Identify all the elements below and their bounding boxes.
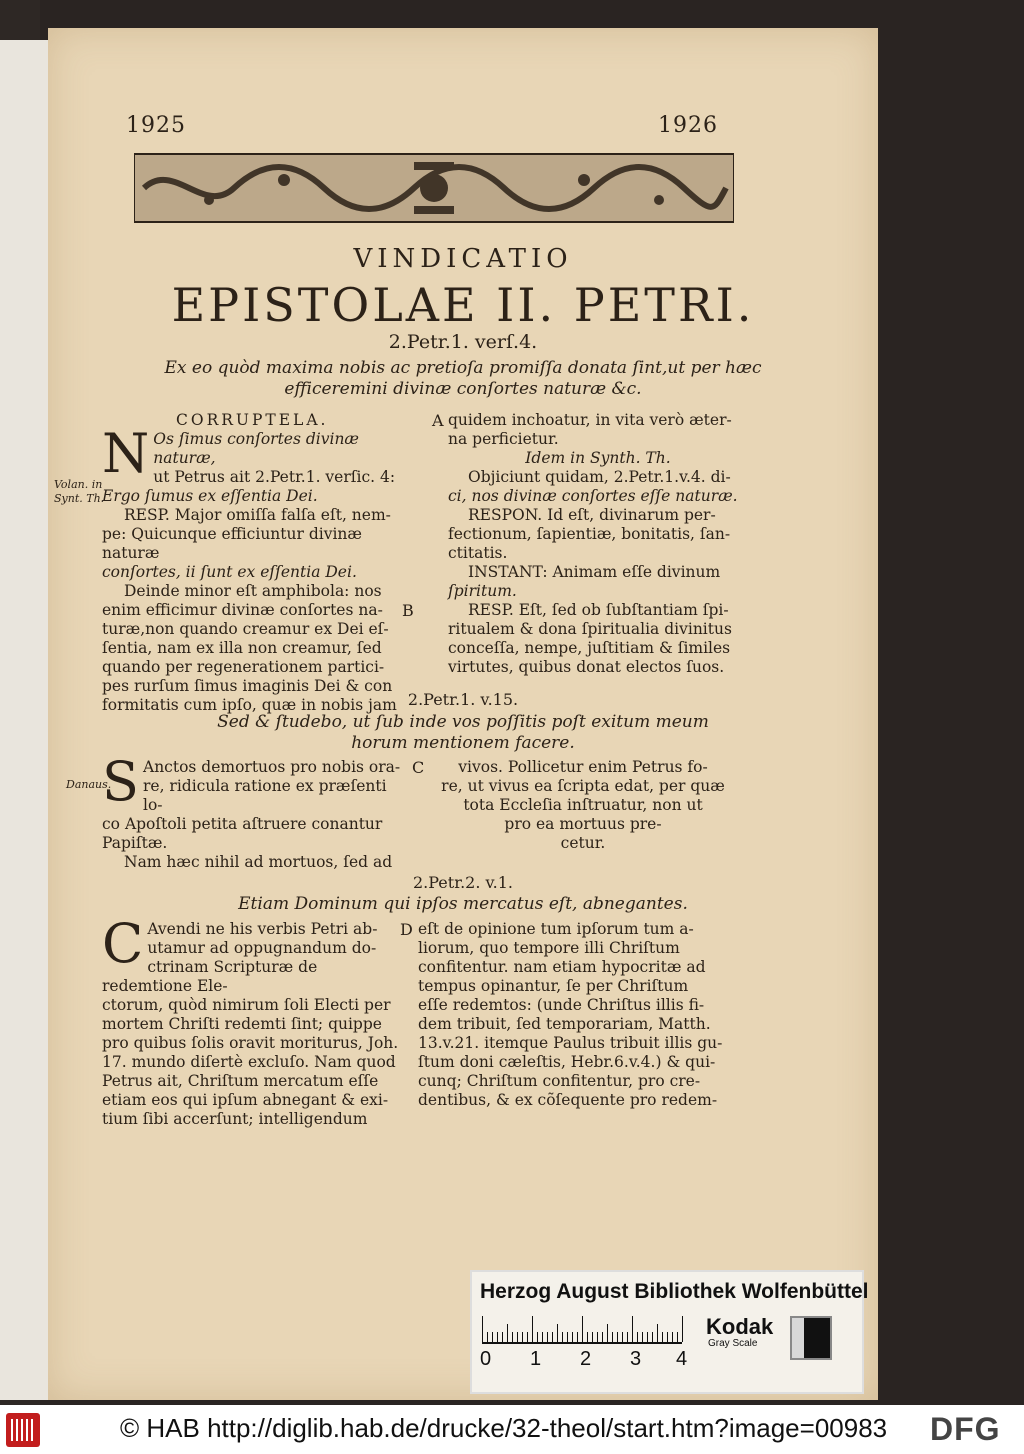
margin-letter: B: [402, 601, 414, 620]
ruler-tick: [512, 1332, 513, 1342]
ruler-tick: [672, 1332, 673, 1342]
text-line: Os ſimus conſortes divinæ naturæ,: [153, 430, 359, 467]
gray-scale-label: Gray Scale: [708, 1338, 758, 1349]
text-line: Anctos demortuos pro nobis ora-: [143, 758, 401, 776]
text-line: quidem inchoatur, in vita verò æter-: [448, 411, 732, 429]
text-line: conſortes, ii ſunt ex eſſentia Dei.: [102, 563, 357, 581]
footer-bar: [0, 1405, 1024, 1454]
text-line: ſentia, nam ex illa non creamur, ſed: [102, 639, 382, 657]
ruler-tick: [592, 1332, 593, 1342]
section-1-left-column: [102, 411, 402, 715]
ruler-tick: [607, 1324, 608, 1342]
text-line: eſſe redemtos: (unde Chriſtus illis fi-: [418, 996, 705, 1014]
ruler-tick: [597, 1332, 598, 1342]
margin-letter: D: [400, 920, 413, 939]
ruler-tick: [617, 1332, 618, 1342]
kodak-logo: Kodak: [706, 1314, 774, 1339]
ruler-tick: [542, 1332, 543, 1342]
text-line: tota Eccleſia inſtruatur, non ut: [463, 796, 703, 814]
text-line: confitentur. nam etiam hypocritæ ad: [418, 958, 706, 976]
ruler-tick: [647, 1332, 648, 1342]
text-line: pe: Quicunque efficiuntur divinæ naturæ: [102, 525, 362, 562]
text-line: utamur ad oppugnandum do-: [147, 939, 377, 957]
section-2-right-column: [428, 758, 738, 853]
text-line: ut Petrus ait 2.Petr.1. verſic. 4:: [153, 468, 396, 486]
hab-logo-icon: [6, 1413, 40, 1447]
text-line: quando per regenerationem partici-: [102, 658, 385, 676]
reference-3: 2.Petr.2. v.1.: [412, 873, 514, 892]
ruler-tick: [557, 1324, 558, 1342]
text-line: Objiciunt quidam, 2.Petr.1.v.4. di-: [468, 468, 731, 486]
gray-scale-swatch: [790, 1316, 832, 1360]
ruler-tick: [482, 1316, 483, 1342]
text-line: vivos. Pollicetur enim Petrus fo-: [458, 758, 708, 776]
ruler-scale: [482, 1314, 682, 1344]
text-line: fectionum, ſapientiæ, bonitatis, ſan-: [448, 525, 731, 543]
title-small: VINDICATIO: [353, 244, 573, 274]
dfg-logo: DFG: [930, 1411, 1001, 1447]
text-line: pro ea mortuus pre-: [504, 815, 662, 833]
ruler-tick: [652, 1332, 653, 1342]
drop-cap: C: [102, 912, 144, 975]
section-3-left-column: [102, 912, 402, 1129]
text-line: formitatis cum ipſo, quæ in nobis jam: [102, 696, 397, 714]
text-line: eſt de opinione tum ipſorum tum a-: [418, 920, 694, 938]
ruler-tick: [587, 1332, 588, 1342]
reference-1: 2.Petr.1. verſ.4.: [388, 331, 538, 353]
ruler-label: 0: [480, 1348, 492, 1370]
text-line: Avendi ne his verbis Petri ab-: [147, 920, 378, 938]
ruler-tick: [682, 1316, 683, 1342]
ruler-tick: [507, 1324, 508, 1342]
library-name: Herzog August Bibliothek Wolfenbüttel: [480, 1280, 869, 1303]
text-line: RESPON. Id eſt, divinarum per-: [468, 506, 716, 524]
ruler-tick: [662, 1332, 663, 1342]
ruler-tick: [637, 1332, 638, 1342]
ruler-tick: [632, 1316, 633, 1342]
ruler-tick: [562, 1332, 563, 1342]
ruler-tick: [537, 1332, 538, 1342]
text-line: RESP. Eſt, ſed ob ſubſtantiam ſpi-: [468, 601, 729, 619]
text-line: na perficietur.: [448, 430, 559, 448]
text-line: re, ut vivus ea ſcripta edat, per quæ: [441, 777, 725, 795]
ruler-tick: [642, 1332, 643, 1342]
text-line: virtutes, quibus donat electos ſuos.: [448, 658, 725, 676]
text-line: ſpiritum.: [448, 582, 517, 600]
text-line: 17. mundo diſertè excluſo. Nam quod: [102, 1053, 396, 1071]
margin-note: Danaus.: [66, 778, 112, 791]
text-line: tium ſibi accerſunt; intelligendum: [102, 1110, 368, 1128]
ornamental-headpiece: [134, 150, 734, 226]
ruler-tick: [497, 1332, 498, 1342]
ruler-tick: [527, 1332, 528, 1342]
ruler-tick: [487, 1332, 488, 1342]
lemma-2-line: Sed & ſtudebo, ut ſub inde vos poſſitis poſt exitum meum: [217, 712, 709, 732]
text-line: etiam eos qui ipſum abnegant & exi-: [102, 1091, 389, 1109]
ruler-tick: [627, 1332, 628, 1342]
text-line: Petrus ait, Chriſtum mercatum eſſe: [102, 1072, 379, 1090]
text-line: ctrinam Scripturæ de redemtione Ele-: [102, 958, 318, 995]
lemma-2: [138, 712, 788, 754]
ruler-tick: [602, 1332, 603, 1342]
library-color-card: [470, 1270, 869, 1394]
ruler-tick: [577, 1332, 578, 1342]
text-line: liorum, quo tempore illi Chriſtum: [418, 939, 680, 957]
text-line: Idem in Synth. Th.: [525, 449, 671, 467]
margin-letter: A: [432, 411, 444, 430]
text-line: INSTANT: Animam eſſe divinum: [468, 563, 721, 581]
ruler-tick: [622, 1332, 623, 1342]
ruler-tick: [532, 1316, 533, 1342]
page-number-right: 1926: [658, 113, 718, 138]
text-line: mortem Chriſti redemti ſint; quippe: [102, 1015, 382, 1033]
page-number-left: 1925: [126, 113, 186, 138]
lemma-3: [138, 894, 788, 915]
text-line: RESP. Major omiſſa falſa eſt, nem-: [124, 506, 391, 524]
ruler-tick: [502, 1332, 503, 1342]
text-line: pes rurſum ſimus imaginis Dei & con: [102, 677, 393, 695]
ruler-tick: [552, 1332, 553, 1342]
book-page: [48, 28, 878, 1400]
ruler-tick: [522, 1332, 523, 1342]
lemma-2-line: horum mentionem facere.: [351, 733, 575, 753]
ruler-tick: [547, 1332, 548, 1342]
heading-corruptela: CORRUPTELA.: [176, 411, 329, 429]
text-line: re, ridicula ratione ex præſenti lo-: [143, 777, 387, 814]
reference-2: 2.Petr.1. v.15.: [407, 690, 519, 709]
text-line: dem tribuit, ſed temporariam, Matth.: [418, 1015, 711, 1033]
ruler-tick: [667, 1332, 668, 1342]
ruler-label: 4: [676, 1348, 688, 1370]
text-line: Papiſtæ.: [102, 834, 168, 852]
text-line: pro quibus ſolis oravit moriturus, Joh.: [102, 1034, 399, 1052]
text-line: dentibus, & ex cõſequente pro redem-: [418, 1091, 718, 1109]
ruler-tick: [657, 1324, 658, 1342]
section-3-right-column: [418, 920, 728, 1110]
text-line: cunq; Chriſtum confitentur, pro cre-: [418, 1072, 701, 1090]
text-line: conceſſa, nempe, juſtitiam & ſimiles: [448, 639, 731, 657]
lemma-1: [138, 358, 788, 400]
ruler-tick: [572, 1332, 573, 1342]
lemma-1-line: Ex eo quòd maxima nobis ac pretioſa promiſſa donata ſint,ut per hæc: [164, 358, 762, 378]
text-line: co Apoſtoli petita aſtruere conantur: [102, 815, 383, 833]
lemma-1-line: efficeremini divinæ conſortes naturæ &c.: [284, 379, 642, 399]
text-line: ctitatis.: [448, 544, 508, 562]
ruler-tick: [492, 1332, 493, 1342]
text-line: ci, nos divinæ conſortes eſſe naturæ.: [448, 487, 738, 505]
margin-note: Volan. in Synt. Th.: [54, 478, 105, 505]
section-2-left-column: [102, 750, 402, 872]
text-line: enim efficimur divinæ conſortes na-: [102, 601, 383, 619]
footer-url[interactable]: © HAB http://diglib.hab.de/drucke/32-theol/start.htm?image=00983: [120, 1413, 888, 1443]
text-line: Nam hæc nihil ad mortuos, ſed ad: [124, 853, 393, 871]
text-line: ſtum doni cæleſtis, Hebr.6.v.4.) & qui-: [418, 1053, 716, 1071]
text-line: 13.v.21. itemque Paulus tribuit illis gu-: [418, 1034, 723, 1052]
text-line: ritualem & dona ſpiritualia divinitus: [448, 620, 732, 638]
text-line: ctorum, quòd nimirum ſoli Electi per: [102, 996, 391, 1014]
text-line: Deinde minor eſt amphibola: nos: [124, 582, 382, 600]
ruler-tick: [517, 1332, 518, 1342]
drop-cap: S: [102, 750, 139, 813]
ruler-label: 3: [630, 1348, 642, 1370]
ruler-tick: [677, 1332, 678, 1342]
ruler-tick: [612, 1332, 613, 1342]
text-line: Ergo ſumus ex eſſentia Dei.: [102, 487, 318, 505]
ruler-tick: [582, 1316, 583, 1342]
section-1-right-column: [448, 411, 748, 677]
ruler-label: 1: [530, 1348, 542, 1370]
ruler-label: 2: [580, 1348, 592, 1370]
lemma-3-line: Etiam Dominum qui ipſos mercatus eſt, abnegantes.: [238, 894, 688, 914]
title-large: EPISTOLAE II. PETRI.: [171, 278, 755, 332]
margin-letter: C: [412, 758, 425, 777]
text-line: tempus opinantur, ſe per Chriſtum: [418, 977, 689, 995]
ruler-tick: [567, 1332, 568, 1342]
drop-cap: N: [102, 422, 150, 485]
text-line: turæ,non quando creamur ex Dei eſ-: [102, 620, 389, 638]
text-line: cetur.: [560, 834, 606, 852]
